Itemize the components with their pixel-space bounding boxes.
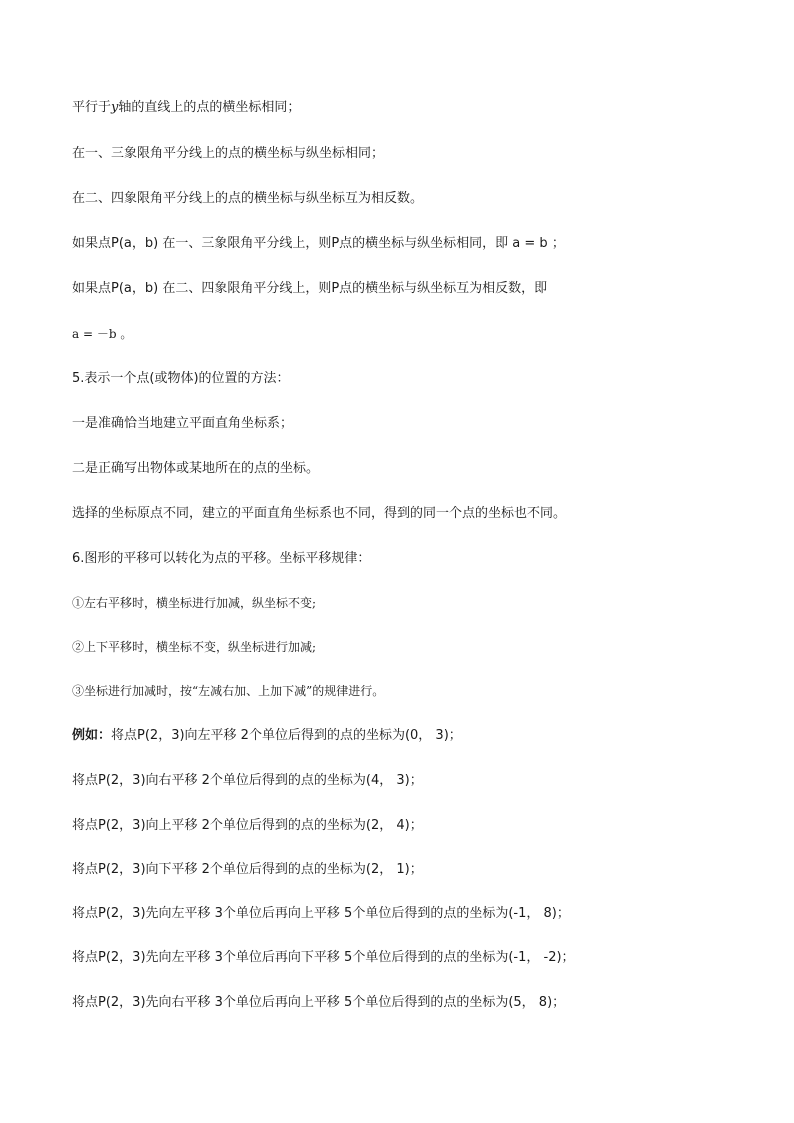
text-fragment: 平行于 [72,100,112,115]
rule-item-2: ②上下平移时，横坐标不变，纵坐标进行加减; [72,640,317,654]
text-line-quadrant-1-3: 在一、三象限角平分线上的点的横坐标与纵坐标相同； [72,146,385,161]
text-fragment: 轴的直线上的点的横坐标相同； [118,100,301,115]
text-line-quadrant-2-4: 在二、四象限角平分线上的点的横坐标与纵坐标互为相反数。 [72,191,424,206]
example-line-6: 将点P(2，3)先向左平移 3个单位后再向下平移 5个单位后得到的点的坐标为(-1， -2)； [72,950,575,965]
text-line-a-equals-neg-b: a = －b 。 [72,327,133,341]
text-line-example-a-equals-b: 如果点P(a，b) 在一、三象限角平分线上，则P点的横坐标与纵坐标相同，即 a = b ； [72,236,565,251]
text-line-y-axis-rule [72,99,732,117]
example-line-7: 将点P(2，3)先向右平移 3个单位后再向上平移 5个单位后得到的点的坐标为(5， 8)； [72,995,566,1010]
example-line-4: 将点P(2，3)向下平移 2个单位后得到的点的坐标为(2， 1)； [72,862,423,877]
example-line-1 [72,727,732,745]
text-line-origin-note: 选择的坐标原点不同，建立的平面直角坐标系也不同，得到的同一个点的坐标也不同。 [72,506,567,521]
example-line-3: 将点P(2，3)向上平移 2个单位后得到的点的坐标为(2， 4)； [72,818,423,833]
example-line-2: 将点P(2，3)向右平移 2个单位后得到的点的坐标为(4， 3)； [72,773,423,788]
example-line-5: 将点P(2，3)先向左平移 3个单位后再向上平移 5个单位后得到的点的坐标为(-1， 8)； [72,906,570,921]
example-text: 将点P(2，3)向左平移 2个单位后得到的点的坐标为(0， 3)； [111,728,462,743]
text-line-method-2: 二是正确写出物体或某地所在的点的坐标。 [72,461,320,476]
section-heading-6: 6.图形的平移可以转化为点的平移。坐标平移规律： [72,551,371,566]
text-line-method-1: 一是准确恰当地建立平面直角坐标系； [72,416,294,431]
section-heading-5: 5.表示一个点(或物体)的位置的方法： [72,371,290,386]
rule-item-1: ①左右平移时，横坐标进行加减，纵坐标不变; [72,596,317,610]
example-label: 例如： [72,728,112,743]
text-line-example-opposite: 如果点P(a，b) 在二、四象限角平分线上，则P点的横坐标与纵坐标互为相反数，即 [72,281,548,296]
variable-y: y [111,100,119,115]
rule-item-3: ③坐标进行加减时，按“左减右加、上加下减”的规律进行。 [72,684,385,698]
